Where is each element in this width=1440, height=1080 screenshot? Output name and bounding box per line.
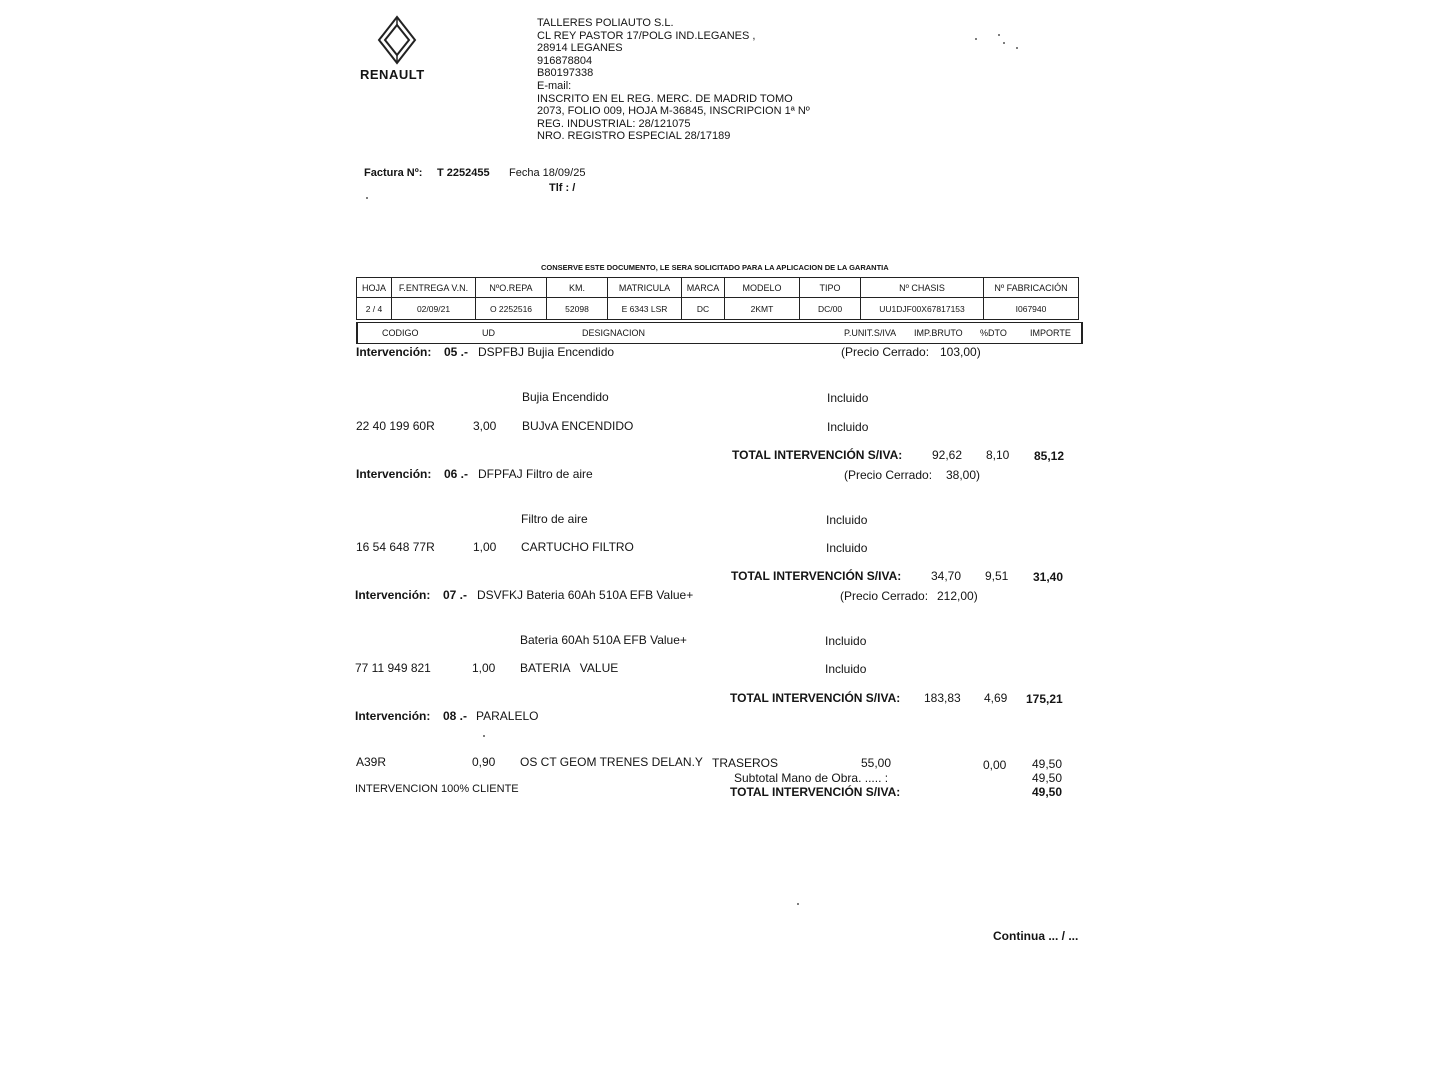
intervention-label: Intervención: bbox=[355, 588, 431, 602]
invoice-date: Fecha 18/09/25 bbox=[509, 167, 586, 179]
intervention-number: 06 .- bbox=[444, 467, 469, 481]
val-fentrega: 02/09/21 bbox=[392, 298, 476, 320]
continua-label: Continua ... / ... bbox=[993, 929, 1079, 943]
total-bruto: 34,70 bbox=[931, 569, 962, 583]
scan-speck bbox=[1016, 47, 1018, 49]
precio-cerrado-value: 103,00) bbox=[940, 345, 981, 359]
subtitle-status: Incluido bbox=[827, 391, 869, 405]
renault-diamond-icon bbox=[360, 15, 440, 65]
val-matricula: E 6343 LSR bbox=[608, 298, 682, 320]
total-label: TOTAL INTERVENCIÓN S/IVA: bbox=[730, 691, 901, 705]
intervention-subtitle: Filtro de aire bbox=[521, 512, 588, 526]
item-description-cont: TRASEROS bbox=[712, 756, 779, 770]
scan-speck bbox=[483, 735, 485, 737]
col-punit: P.UNIT.S/IVA bbox=[844, 328, 897, 338]
col-matricula: MATRICULA bbox=[608, 278, 682, 298]
brand-name: RENAULT bbox=[360, 67, 425, 82]
scan-speck bbox=[998, 34, 1000, 36]
total-label: TOTAL INTERVENCIÓN S/IVA: bbox=[731, 569, 902, 583]
company-registry-3: REG. INDUSTRIAL: 28/121075 bbox=[537, 117, 691, 130]
intervention-description: DSVFKJ Bateria 60Ah 510A EFB Value+ bbox=[477, 588, 694, 602]
intervention-label: Intervención: bbox=[355, 709, 431, 723]
company-info bbox=[537, 17, 810, 143]
total-importe: 85,12 bbox=[1034, 449, 1065, 463]
col-norepa: NºO.REPA bbox=[476, 278, 547, 298]
total-label: TOTAL INTERVENCIÓN S/IVA: bbox=[730, 785, 901, 799]
total-dto: 8,10 bbox=[986, 448, 1010, 462]
val-fabricacion: I067940 bbox=[984, 298, 1079, 320]
item-description: CARTUCHO FILTRO bbox=[521, 540, 634, 554]
precio-cerrado-label: (Precio Cerrado: bbox=[844, 468, 933, 482]
intervention-number: 08 .- bbox=[443, 709, 468, 723]
val-km: 52098 bbox=[547, 298, 608, 320]
col-tipo: TIPO bbox=[800, 278, 861, 298]
item-importe: 49,50 bbox=[1032, 757, 1063, 771]
col-chasis: Nº CHASIS bbox=[861, 278, 984, 298]
intervention-description: DFPFAJ Filtro de aire bbox=[478, 467, 593, 481]
company-name: TALLERES POLIAUTO S.L. bbox=[537, 17, 674, 29]
intervention-number: 05 .- bbox=[444, 345, 469, 359]
val-norepa: O 2252516 bbox=[476, 298, 547, 320]
item-punit: 55,00 bbox=[861, 756, 892, 770]
total-bruto: 183,83 bbox=[924, 691, 961, 705]
item-description: BUJvA ENCENDIDO bbox=[522, 419, 634, 433]
item-description: OS CT GEOM TRENES DELAN.Y bbox=[520, 755, 703, 769]
company-email: E-mail: bbox=[537, 79, 572, 92]
invoice-number-label: Factura Nº: bbox=[364, 167, 423, 179]
invoice-number: T 2252455 bbox=[437, 167, 490, 179]
item-code: 22 40 199 60R bbox=[356, 419, 435, 433]
company-registry-1: INSCRITO EN EL REG. MERC. DE MADRID TOMO bbox=[537, 92, 793, 105]
precio-cerrado-label: (Precio Cerrado: bbox=[840, 589, 929, 603]
vehicle-header-table bbox=[356, 277, 1079, 320]
intervention-description: PARALELO bbox=[476, 709, 539, 723]
intervention-label: Intervención: bbox=[356, 467, 432, 481]
warranty-notice: CONSERVE ESTE DOCUMENTO, LE SERA SOLICITADO PARA LA APLICACION DE LA GARANTIA bbox=[541, 263, 889, 272]
item-ud: 1,00 bbox=[472, 661, 496, 675]
val-tipo: DC/00 bbox=[800, 298, 861, 320]
val-chasis: UU1DJF00X67817153 bbox=[861, 298, 984, 320]
total-dto: 9,51 bbox=[985, 569, 1009, 583]
item-ud: 3,00 bbox=[473, 419, 497, 433]
intervention-number: 07 .- bbox=[443, 588, 468, 602]
item-status: Incluido bbox=[827, 420, 869, 434]
subtitle-status: Incluido bbox=[826, 513, 868, 527]
val-modelo: 2KMT bbox=[725, 298, 800, 320]
company-registry-4: NRO. REGISTRO ESPECIAL 28/17189 bbox=[537, 130, 731, 143]
subtotal-value: 49,50 bbox=[1032, 771, 1063, 785]
col-designacion: DESIGNACION bbox=[582, 328, 646, 338]
total-importe: 175,21 bbox=[1026, 692, 1063, 706]
total-bruto: 92,62 bbox=[932, 448, 963, 462]
intervention-subtitle: Bujia Encendido bbox=[522, 390, 609, 404]
header-row bbox=[357, 278, 1079, 298]
subtotal-label: Subtotal Mano de Obra. ..... : bbox=[734, 771, 889, 785]
item-code: A39R bbox=[356, 755, 387, 769]
col-importe: IMPORTE bbox=[1030, 328, 1071, 338]
precio-cerrado-value: 38,00) bbox=[946, 468, 981, 482]
col-fentrega: F.ENTREGA V.N. bbox=[392, 278, 476, 298]
val-marca: DC bbox=[682, 298, 725, 320]
total-dto: 4,69 bbox=[984, 691, 1008, 705]
scan-speck bbox=[366, 197, 368, 199]
renault-logo bbox=[360, 15, 440, 83]
val-hoja: 2 / 4 bbox=[357, 298, 392, 320]
col-hoja: HOJA bbox=[357, 278, 392, 298]
company-phone: 916878804 bbox=[537, 54, 593, 67]
col-ud: UD bbox=[482, 328, 495, 338]
company-cif: B80197338 bbox=[537, 67, 594, 80]
intervention-description: DSPFBJ Bujia Encendido bbox=[478, 345, 615, 359]
company-city: 28914 LEGANES bbox=[537, 42, 623, 55]
scan-speck bbox=[1003, 42, 1005, 44]
intervention-label: Intervención: bbox=[356, 345, 432, 359]
total-importe: 31,40 bbox=[1033, 570, 1064, 584]
precio-cerrado-label: (Precio Cerrado: bbox=[841, 345, 930, 359]
item-description: BATERIA VALUE bbox=[520, 661, 619, 675]
company-address: CL REY PASTOR 17/POLG IND.LEGANES , bbox=[537, 29, 756, 42]
total-importe: 49,50 bbox=[1032, 785, 1063, 799]
values-row bbox=[357, 298, 1079, 320]
col-dto: %DTO bbox=[980, 328, 1007, 338]
col-fabricacion: Nº FABRICACIÓN bbox=[984, 278, 1079, 298]
col-imp-bruto: IMP.BRUTO bbox=[914, 328, 963, 338]
item-ud: 0,90 bbox=[472, 755, 496, 769]
line-items-header bbox=[356, 322, 1083, 344]
scan-speck bbox=[797, 903, 799, 905]
item-ud: 1,00 bbox=[473, 540, 497, 554]
item-code: 77 11 949 821 bbox=[355, 661, 431, 675]
col-codigo: CODIGO bbox=[382, 328, 419, 338]
item-dto: 0,00 bbox=[983, 758, 1007, 772]
total-label: TOTAL INTERVENCIÓN S/IVA: bbox=[732, 448, 903, 462]
col-marca: MARCA bbox=[682, 278, 725, 298]
intervention-subtitle: Bateria 60Ah 510A EFB Value+ bbox=[520, 633, 687, 647]
scan-speck bbox=[975, 38, 977, 40]
subtitle-status: Incluido bbox=[825, 634, 867, 648]
invoice-tel: Tlf : / bbox=[549, 182, 576, 194]
precio-cerrado-value: 212,00) bbox=[937, 589, 978, 603]
item-status: Incluido bbox=[826, 541, 868, 555]
intervention-note: INTERVENCION 100% CLIENTE bbox=[355, 783, 519, 795]
item-code: 16 54 648 77R bbox=[356, 540, 435, 554]
company-registry-2: 2073, FOLIO 009, HOJA M-36845, INSCRIPCION 1ª Nº bbox=[537, 105, 810, 118]
col-km: KM. bbox=[547, 278, 608, 298]
col-modelo: MODELO bbox=[725, 278, 800, 298]
item-status: Incluido bbox=[825, 662, 867, 676]
